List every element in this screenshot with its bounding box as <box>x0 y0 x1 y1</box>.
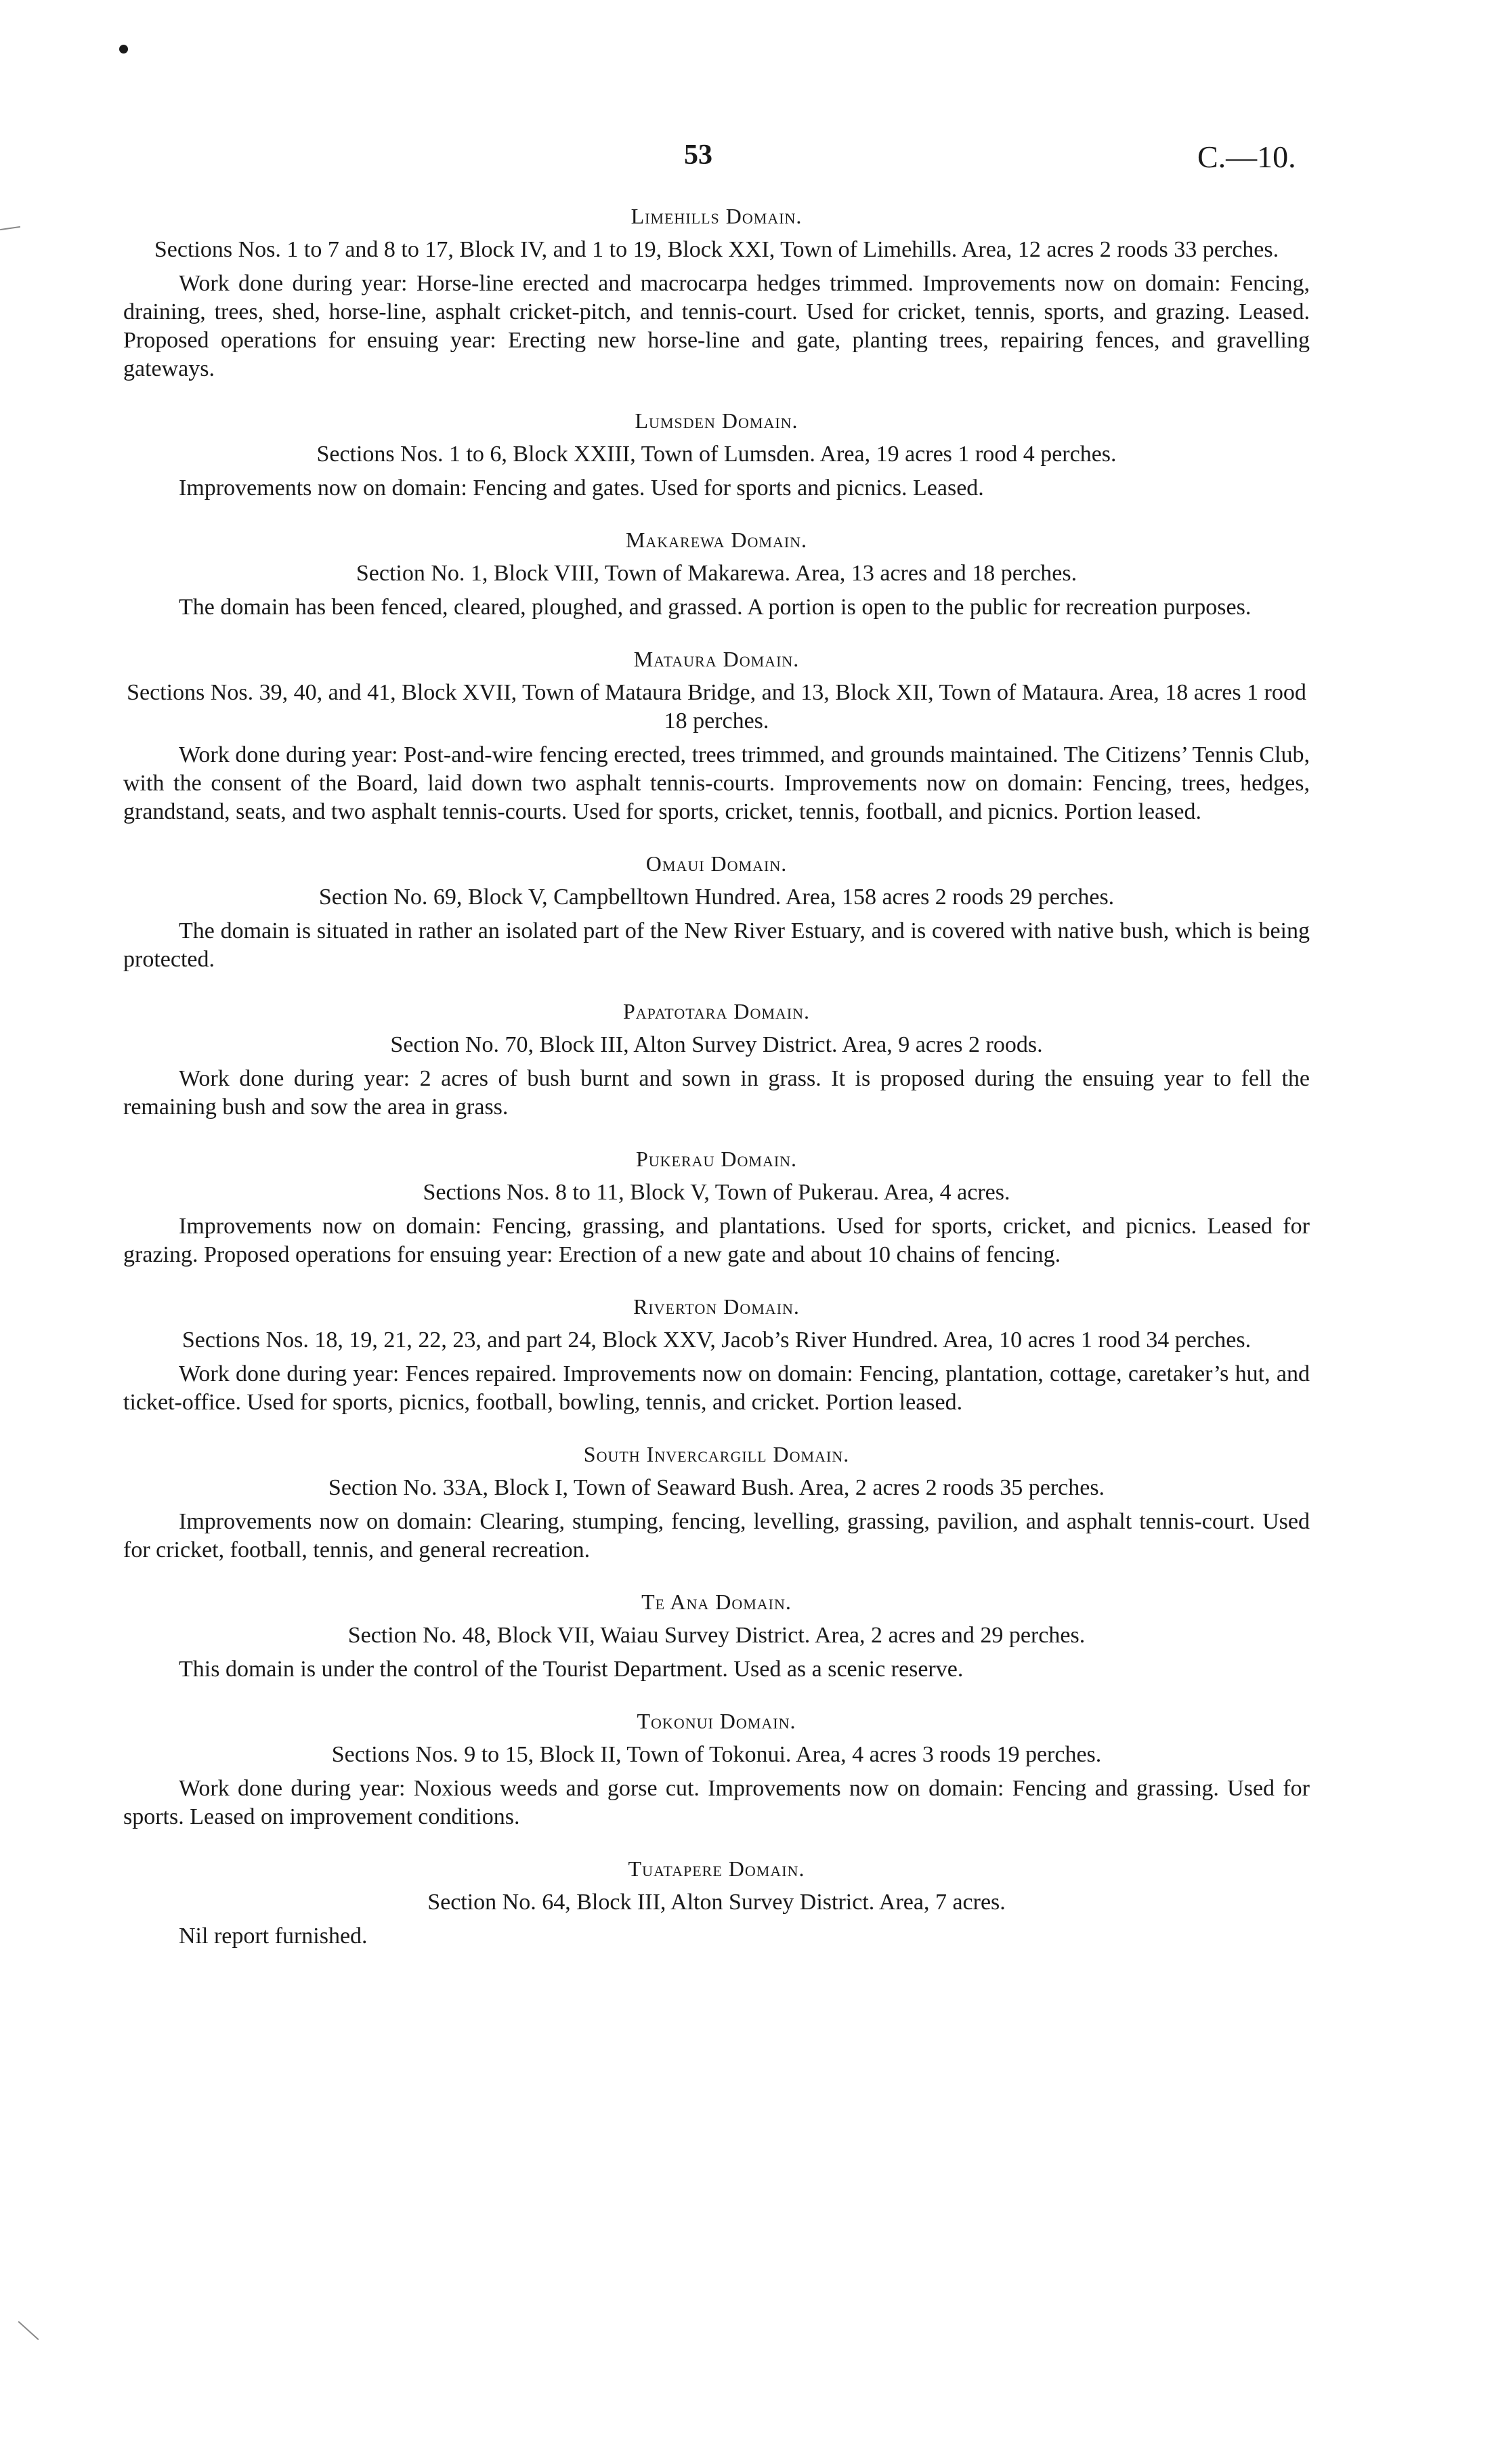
section-makarewa <box>123 526 1310 622</box>
section-lumsden <box>123 406 1310 503</box>
section-body: Improvements now on domain: Fencing, grassing, and plantations. Used for sports, cricket, and picnics. Leased for grazing. Proposed operations for ensuing year: Erection of a new gate and about 10 chains of fencing. <box>123 1214 1310 1267</box>
margin-mark <box>0 226 20 230</box>
section-riverton <box>123 1292 1310 1417</box>
section-body: Improvements now on domain: Fencing and gates. Used for sports and picnics. Leased. <box>179 475 984 501</box>
section-body: Work done during year: Post-and-wire fencing erected, trees trimmed, and grounds maintained. The Citizens’ Tennis Club, with the consent of the Board, laid down two asphalt tennis-courts. Improvements now on domain: Fencing, trees, hedges, grandstand, seats, and two asphalt tennis-courts. Used for sports, cricket, tennis, football, and picnics. Portion leased. <box>123 742 1310 824</box>
section-location: Section No. 70, Block III, Alton Survey District. Area, 9 acres 2 roods. <box>390 1032 1043 1057</box>
ink-dot <box>119 45 128 54</box>
section-pukerau <box>123 1145 1310 1269</box>
section-location: Sections Nos. 1 to 6, Block XXIII, Town of Lumsden. Area, 19 acres 1 rood 4 perches. <box>316 442 1117 467</box>
section-location: Sections Nos. 9 to 15, Block II, Town of Tokonui. Area, 4 acres 3 roods 19 perches. <box>331 1742 1102 1767</box>
section-title: Tuatapere Domain. <box>628 1856 805 1881</box>
section-mataura <box>123 645 1310 826</box>
section-title: Omaui Domain. <box>645 851 788 876</box>
section-body: The domain has been fenced, cleared, ploughed, and grassed. A portion is open to the public for recreation purposes. <box>179 595 1252 620</box>
section-body: The domain is situated in rather an isolated part of the New River Estuary, and is covered with native bush, which is being protected. <box>123 918 1310 972</box>
section-location: Section No. 69, Block V, Campbelltown Hundred. Area, 158 acres 2 roods 29 perches. <box>318 885 1115 910</box>
section-location: Sections Nos. 18, 19, 21, 22, 23, and part 24, Block XXV, Jacob’s River Hundred. Area, 10 acres 1 rood 34 perches. <box>181 1327 1252 1353</box>
section-body: Work done during year: Horse-line erected and macrocarpa hedges trimmed. Improvements now on domain: Fencing, draining, trees, shed, horse-line, asphalt cricket-pitch, and tennis-court. Used for cricket, tennis, sports, and grazing. Leased. Proposed operations for ensuing year: Erecting new horse-line and gate, planting trees, repairing fences, and gravelling gateways. <box>123 271 1310 381</box>
section-location: Sections Nos. 39, 40, and 41, Block XVII, Town of Mataura Bridge, and 13, Block XII, Town of Mataura. Area, 18 acres 1 rood 18 perches. <box>127 680 1306 734</box>
section-title: Lumsden Domain. <box>635 408 798 433</box>
section-location: Section No. 48, Block VII, Waiau Survey District. Area, 2 acres and 29 perches. <box>347 1623 1086 1648</box>
section-title: Makarewa Domain. <box>625 528 808 552</box>
section-body: Nil report furnished. <box>179 1924 368 1949</box>
section-body: Work done during year: 2 acres of bush burnt and sown in grass. It is proposed during the ensuing year to fell the remaining bush and sow the area in grass. <box>123 1066 1310 1120</box>
section-south-invercargill <box>123 1440 1310 1565</box>
document-reference: C.—10. <box>1197 140 1296 174</box>
section-title: South Invercargill Domain. <box>583 1442 850 1466</box>
section-body: Improvements now on domain: Clearing, stumping, fencing, levelling, grassing, pavilion, and asphalt tennis-court. Used for cricket, football, tennis, and general recreation. <box>123 1509 1310 1563</box>
section-title: Mataura Domain. <box>633 647 800 671</box>
section-papatotara <box>123 997 1310 1122</box>
domain-report-list <box>123 202 1310 1974</box>
section-location: Section No. 1, Block VIII, Town of Makarewa. Area, 13 acres and 18 perches. <box>356 561 1077 586</box>
section-title: Limehills Domain. <box>631 204 803 228</box>
section-location: Sections Nos. 1 to 7 and 8 to 17, Block IV, and 1 to 19, Block XXI, Town of Limehills. Area, 12 acres 2 roods 33 perches. <box>154 237 1279 262</box>
section-limehills <box>123 202 1310 383</box>
section-title: Tokonui Domain. <box>637 1709 796 1733</box>
section-title: Riverton Domain. <box>633 1294 800 1319</box>
section-location: Section No. 64, Block III, Alton Survey District. Area, 7 acres. <box>427 1890 1006 1915</box>
section-te-ana <box>123 1588 1310 1684</box>
section-body: Work done during year: Fences repaired. Improvements now on domain: Fencing, plantation, cottage, caretaker’s hut, and ticket-office. Used for sports, picnics, football, bowling, tennis, and cricket. Portion leased. <box>123 1361 1310 1415</box>
section-tokonui <box>123 1707 1310 1831</box>
section-body: This domain is under the control of the Tourist Department. Used as a scenic reserve. <box>179 1657 964 1682</box>
section-tuatapere <box>123 1854 1310 1951</box>
section-title: Papatotara Domain. <box>622 999 811 1023</box>
section-omaui <box>123 849 1310 974</box>
section-location: Sections Nos. 8 to 11, Block V, Town of Pukerau. Area, 4 acres. <box>423 1180 1010 1205</box>
section-title: Te Ana Domain. <box>641 1590 792 1614</box>
page-number: 53 <box>684 140 712 171</box>
margin-mark <box>18 2321 39 2340</box>
section-title: Pukerau Domain. <box>635 1147 798 1171</box>
section-location: Section No. 33A, Block I, Town of Seaward Bush. Area, 2 acres 2 roods 35 perches. <box>328 1475 1105 1500</box>
section-body: Work done during year: Noxious weeds and gorse cut. Improvements now on domain: Fencing and grassing. Used for sports. Leased on improvement conditions. <box>123 1776 1310 1829</box>
